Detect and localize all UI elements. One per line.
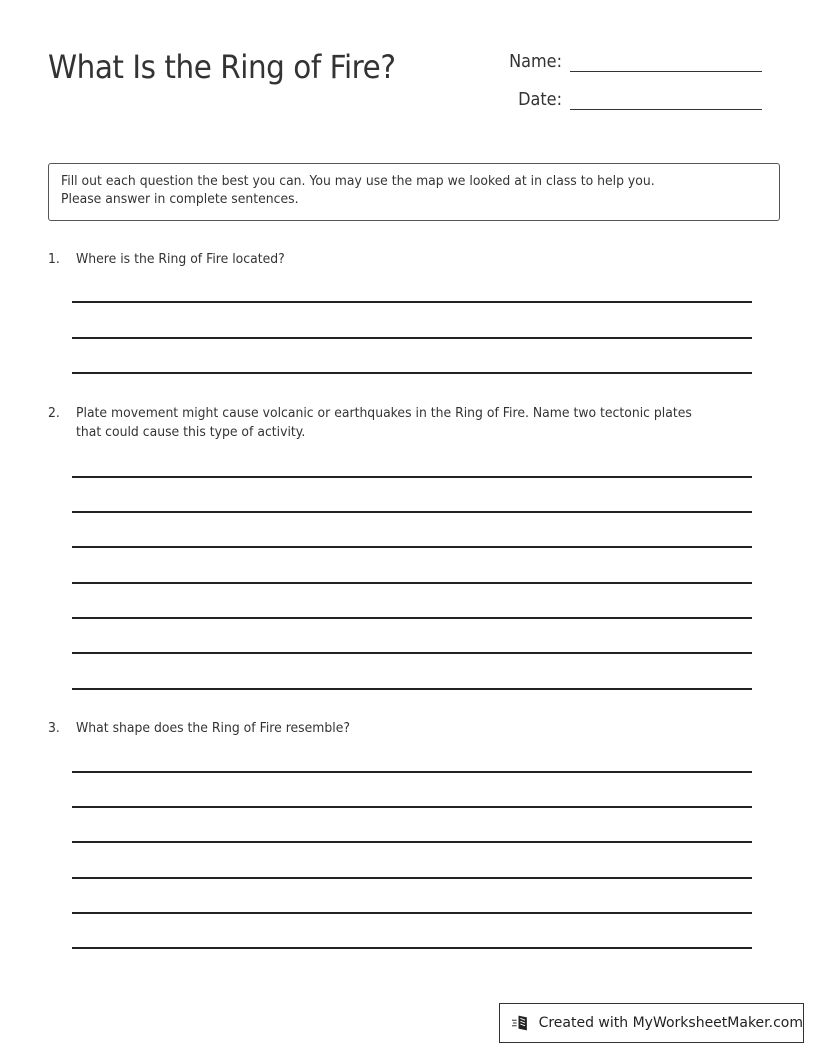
answer-line[interactable] [72, 947, 752, 949]
question-2 [48, 404, 758, 442]
answer-line[interactable] [72, 912, 752, 914]
name-field[interactable] [482, 52, 762, 72]
date-field[interactable] [482, 90, 762, 110]
question-3 [48, 719, 758, 738]
answer-line[interactable] [72, 877, 752, 879]
answer-line[interactable] [72, 688, 752, 690]
name-line[interactable] [570, 53, 762, 72]
question-text-line-2: that could cause this type of activity. [76, 424, 306, 440]
answer-line[interactable] [72, 546, 752, 548]
instructions-box [48, 163, 780, 221]
date-label: Date: [518, 90, 562, 110]
credit-text: Created with MyWorksheetMaker.com [538, 1015, 803, 1031]
answer-line[interactable] [72, 617, 752, 619]
question-number: 2. [48, 405, 60, 421]
answer-line[interactable] [72, 841, 752, 843]
answer-line[interactable] [72, 372, 752, 374]
answer-line[interactable] [72, 582, 752, 584]
answer-line[interactable] [72, 652, 752, 654]
question-text: What shape does the Ring of Fire resemble? [76, 720, 350, 736]
answer-line[interactable] [72, 337, 752, 339]
answer-line[interactable] [72, 301, 752, 303]
question-text: Where is the Ring of Fire located? [76, 251, 285, 267]
question-text-line-1: Plate movement might cause volcanic or earthquakes in the Ring of Fire. Name two tectonic plates [76, 405, 692, 421]
answer-line[interactable] [72, 476, 752, 478]
instructions-line-2: Please answer in complete sentences. [61, 191, 299, 207]
worksheet-logo-icon [512, 1013, 531, 1033]
page-title: What Is the Ring of Fire? [48, 48, 396, 86]
credit-badge[interactable] [499, 1003, 804, 1043]
answer-line[interactable] [72, 511, 752, 513]
answer-line[interactable] [72, 771, 752, 773]
question-1 [48, 250, 758, 269]
question-number: 1. [48, 251, 60, 267]
question-number: 3. [48, 720, 60, 736]
answer-line[interactable] [72, 806, 752, 808]
name-label: Name: [509, 52, 562, 72]
date-line[interactable] [570, 91, 762, 110]
instructions-line-1: Fill out each question the best you can. You may use the map we looked at in class to help you. [61, 173, 655, 189]
